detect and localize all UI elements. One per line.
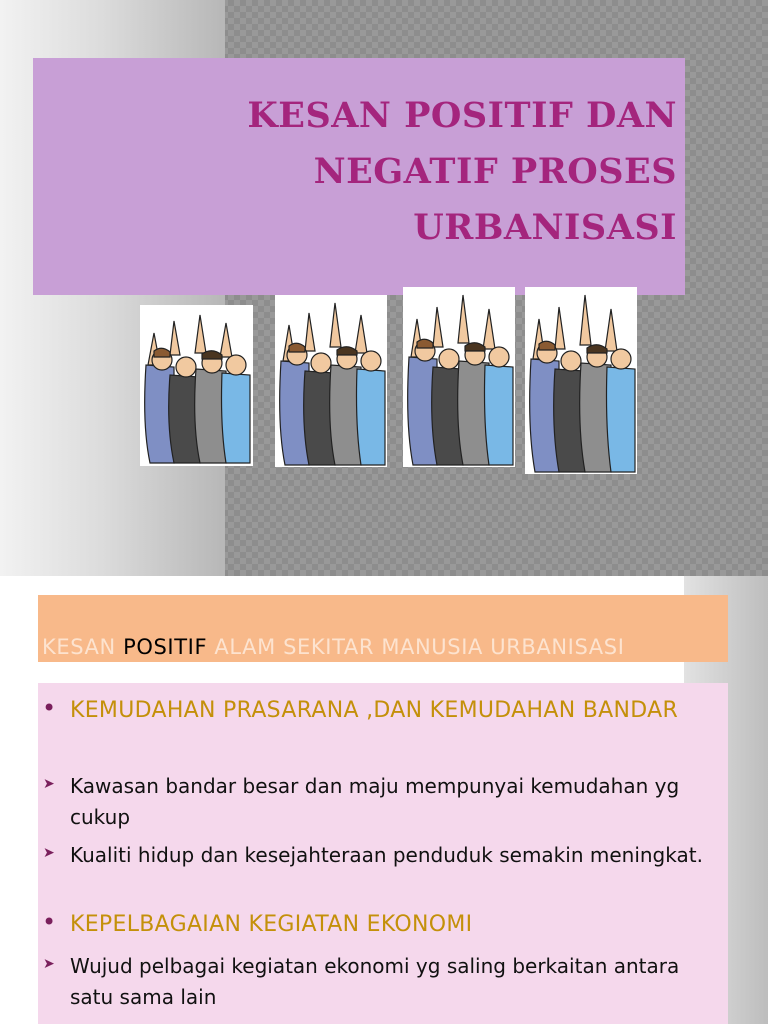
bullet-heading: KEPELBAGAIAN KEGIATAN EKONOMI bbox=[70, 912, 473, 937]
slide-title-text bbox=[157, 88, 677, 256]
bullet-dot-icon: • bbox=[42, 908, 57, 936]
bullet-sub: Kualiti hidup dan kesejahteraan penduduk semakin meningkat. bbox=[70, 843, 703, 867]
slide-content bbox=[0, 576, 768, 1024]
bullet-heading: KEMUDAHAN PRASARANA ,DAN KEMUDAHAN BANDAR bbox=[70, 698, 679, 723]
crowd-raising-hands-icon bbox=[140, 305, 253, 466]
bullet-dot-icon: • bbox=[42, 694, 57, 722]
heading-post: ALAM SEKITAR MANUSIA URBANISASI bbox=[207, 635, 625, 659]
arrow-bullet-icon: ➤ bbox=[43, 845, 55, 861]
bullet-list bbox=[38, 683, 728, 1024]
heading-pre: KESAN bbox=[42, 635, 124, 659]
title-line-1: KESAN POSITIF DAN bbox=[247, 95, 677, 136]
content-heading bbox=[42, 635, 625, 659]
heading-highlight: POSITIF bbox=[123, 635, 208, 659]
arrow-bullet-icon: ➤ bbox=[43, 776, 55, 792]
title-line-2: NEGATIF PROSES bbox=[313, 151, 677, 192]
bullet-sub: Wujud pelbagai kegiatan ekonomi yg saling berkaitan antara satu sama lain bbox=[70, 954, 680, 1009]
title-line-3: URBANISASI bbox=[413, 207, 677, 248]
crowd-image-card-4 bbox=[525, 287, 637, 474]
crowd-image-card-1 bbox=[140, 305, 253, 466]
arrow-bullet-icon: ➤ bbox=[43, 956, 55, 972]
crowd-image-card-3 bbox=[403, 287, 515, 467]
content-header bbox=[38, 595, 728, 662]
crowd-raising-hands-icon bbox=[525, 287, 637, 474]
bullet-sub: Kawasan bandar besar dan maju mempunyai kemudahan yg cukup bbox=[70, 774, 680, 829]
crowd-raising-hands-icon bbox=[403, 287, 515, 467]
crowd-image-card-2 bbox=[275, 295, 387, 467]
crowd-raising-hands-icon bbox=[275, 295, 387, 467]
title-box bbox=[33, 58, 685, 295]
